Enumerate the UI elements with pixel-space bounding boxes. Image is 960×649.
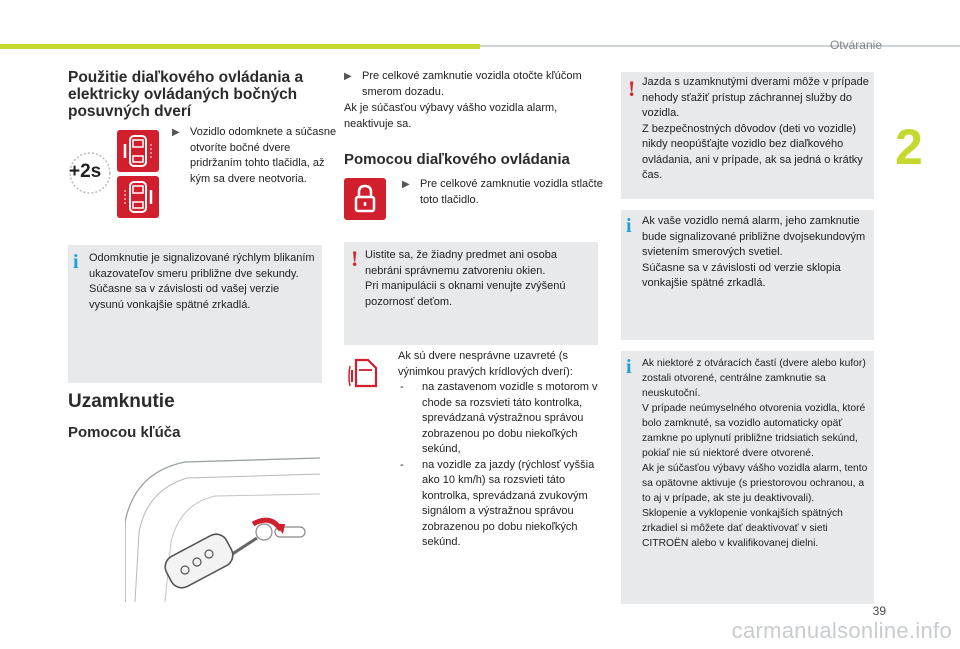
alarm-note: Ak je súčasťou výbavy vášho vozidla alarm, neaktivuje sa.	[344, 102, 558, 130]
arrow-bullet-icon: ▶	[344, 71, 352, 82]
info-text-central-lock: Ak niektoré z otváracích častí (dvere alebo kufor) zostali otvorené, centrálne zamknutie sa neuskutoční. V prípade neúmyselného otvorenia vozidla, ktoré bolo zamknuté, sa vozidlo automaticky opäť zamkne po uplynutí približne tridsiatich sekúnd, pokiaľ nie sú niektoré dvere otvorené. Ak je súčasťou výbavy vášho vozidla alarm, tento sa opätovne aktivuje (s priestorovou ochranou, a to aj v prípade, ak ste ju deaktivovali). Sklopenie a vyklopenie vonkajších spätných zrkadiel si môžete dať deaktivovať v sieti CITROËN alebo v kvalifikovanej dielni.	[642, 358, 868, 549]
door-open-instruction-text: Vozidlo odomknete a súčasne otvoríte bočné dvere pridržaním tohto tlačidla, až kým sa dvere neotvoria.	[190, 126, 337, 185]
list-item: - na vozidle za jazdy (rýchlosť vyššia ako 10 km/h) sa rozsvieti táto kontrolka, sprevádzaná zvukovým signálom a výstražnou správou zobrazenou po dobu niekoľkých sekúnd.	[398, 458, 598, 551]
lock-title: Uzamknutie	[68, 391, 175, 412]
remote-lock-instruction	[402, 177, 610, 208]
info-icon: i	[626, 356, 632, 378]
chapter-number: 2	[895, 119, 923, 175]
remote-title: Pomocou diaľkového ovládania	[344, 151, 570, 168]
key-lock-instruction-text: Pre celkové zamknutie vozidla otočte kľúčom smerom dozadu.	[362, 70, 582, 98]
header-rule	[480, 45, 960, 47]
section-heading: Použitie diaľkového ovládania a elektricky ovládaných bočných posuvných dverí	[68, 69, 304, 120]
key-title: Pomocou kľúča	[68, 424, 181, 441]
info-box	[68, 245, 322, 383]
info-box-alarm	[621, 210, 874, 340]
key-lock-instruction	[344, 69, 617, 100]
warning-text-secondary: Jazda s uzamknutými dverami môže v prípade nehody sťažiť prístup záchrannej služby do vozidla. Z bezpečnostných dôvodov (deti vo vozidle) nikdy neopúšťajte vozidlo bez diaľkového ovládania, ani v prípade, ak sa jedná o krátky čas.	[642, 76, 869, 181]
section-label: Otváranie	[829, 38, 882, 52]
accent-bar	[0, 44, 480, 49]
door-open-warning-icon	[348, 356, 382, 390]
hold-timer-icon	[67, 150, 113, 196]
info-icon: i	[626, 215, 632, 237]
info-text-alarm: Ak vaše vozidlo nemá alarm, jeho zamknutie bude signalizované približne dvojsekundovým svietením smerových svetiel. Súčasne sa v závislosti od verzie sklopia vonkajšie spätné zrkadlá.	[642, 215, 866, 289]
remote-lock-instruction-text: Pre celkové zamknutie vozidla stlačte toto tlačidlo.	[420, 178, 603, 206]
car-key-illustration	[125, 452, 320, 604]
sliding-door-left-icon	[117, 130, 159, 172]
exclamation-icon: !	[628, 76, 636, 101]
door-open-instruction	[172, 125, 340, 187]
door-warning-intro: Ak sú dvere nesprávne uzavreté (s výnimkou pravých krídlových dverí):	[398, 350, 573, 378]
info-icon: i	[73, 251, 79, 273]
info-text: Odomknutie je signalizované rýchlym blikaním ukazovateľov smeru približne dve sekundy. Súčasne sa v závislosti od vašej verzie vysunú vonkajšie spätné zrkadlá.	[89, 252, 315, 311]
list-item: - na zastavenom vozidle s motorom v chode sa rozsvieti táto kontrolka, sprevádzaná výstražnou správou zobrazenou po dobu niekoľkých sekúnd,	[398, 380, 598, 458]
page-number: 39	[872, 604, 886, 618]
lock-button-icon	[344, 178, 386, 220]
watermark: carmanualsonline.info	[731, 618, 952, 643]
door-warning-list	[398, 380, 598, 551]
arrow-bullet-icon: ▶	[402, 179, 410, 190]
door-warning-block	[398, 349, 598, 551]
arrow-bullet-icon: ▶	[172, 127, 180, 138]
info-box-central-lock	[621, 351, 874, 604]
sliding-door-right-icon	[117, 176, 159, 218]
exclamation-icon: !	[351, 246, 359, 271]
warning-box	[344, 242, 598, 345]
warning-box-secondary	[621, 72, 874, 199]
hold-duration-label: +2s	[69, 161, 102, 182]
warning-text: Uistite sa, že žiadny predmet ani osoba nebráni správnemu zatvoreniu okien. Pri manipulácii s oknami venujte zvýšenú pozornosť deťom.	[365, 249, 566, 308]
